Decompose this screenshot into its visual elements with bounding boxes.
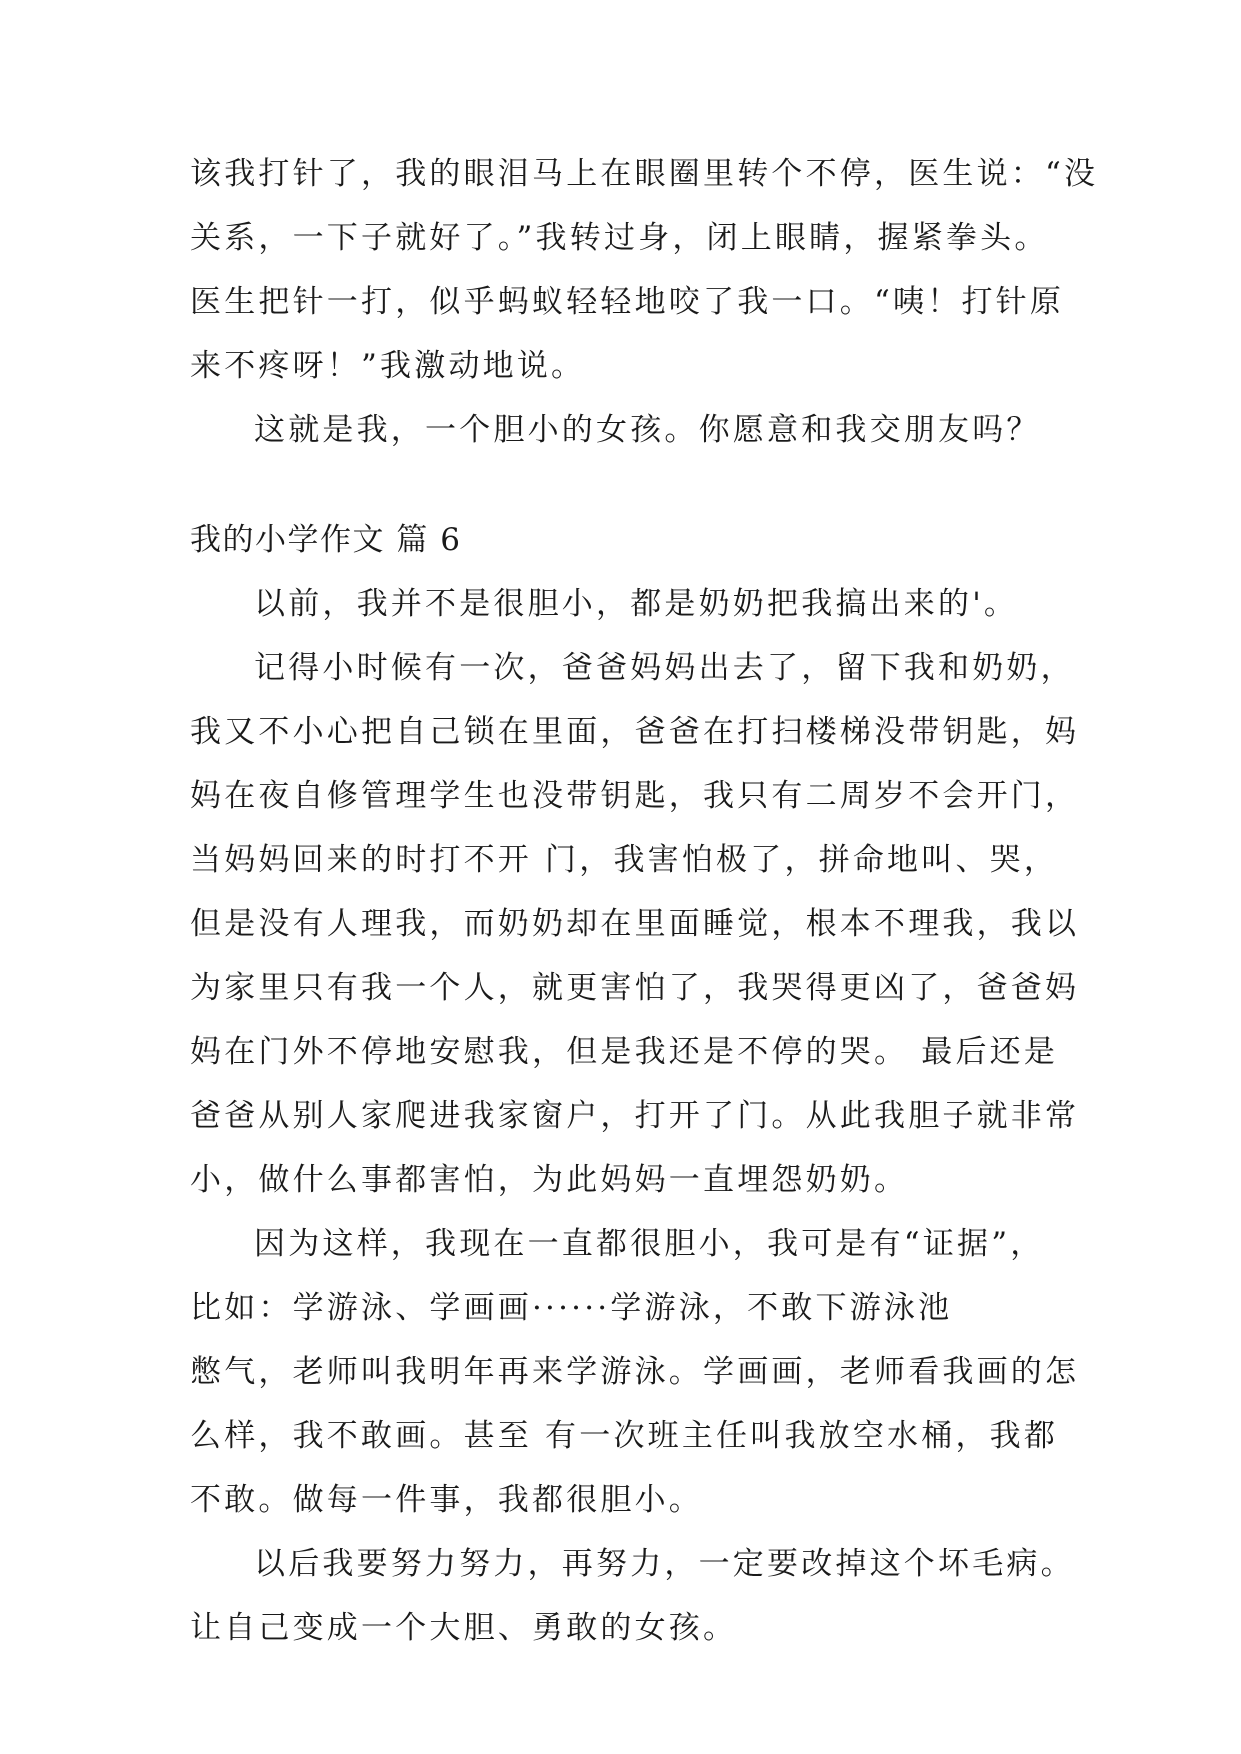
paragraph-line: 让自己变成一个大胆、勇敢的女孩。 [190, 1610, 738, 1646]
paragraph-line: 为家里只有我一个人，就更害怕了，我哭得更凶了，爸爸妈 [190, 970, 1080, 1006]
paragraph-line: 么样，我不敢画。甚至 有一次班主任叫我放空水桶，我都 [190, 1418, 1059, 1454]
paragraph-line: 以后我要努力努力，再努力，一定要改掉这个坏毛病。 [254, 1546, 1075, 1582]
paragraph-line: 妈在门外不停地安慰我，但是我还是不停的哭。 最后还是 [190, 1034, 1059, 1070]
paragraph-line: 以前，我并不是很胆小，都是奶奶把我搞出来的'。 [254, 586, 1019, 622]
paragraph-line: 我又不小心把自己锁在里面，爸爸在打扫楼梯没带钥匙，妈 [190, 714, 1080, 750]
paragraph-line: 但是没有人理我，而奶奶却在里面睡觉，根本不理我，我以 [190, 906, 1080, 942]
paragraph-line: 记得小时候有一次，爸爸妈妈出去了，留下我和奶奶， [254, 650, 1075, 686]
paragraph-line: 因为这样，我现在一直都很胆小，我可是有“证据”， [254, 1226, 1045, 1262]
paragraph-line: 憋气，老师叫我明年再来学游泳。学画画，老师看我画的怎 [190, 1354, 1080, 1390]
paragraph-line: 爸爸从别人家爬进我家窗户，打开了门。从此我胆子就非常 [190, 1098, 1080, 1134]
text-line: 来不疼呀！”我激动地说。 [190, 348, 586, 384]
paragraph-line: 不敢。做每一件事，我都很胆小。 [190, 1482, 703, 1518]
paragraph-line: 当妈妈回来的时打不开 门，我害怕极了，拼命地叫、哭， [190, 842, 1059, 878]
text-line: 医生把针一打，似乎蚂蚁轻轻地咬了我一口。“咦！打针原 [190, 284, 1065, 320]
paragraph-line: 小，做什么事都害怕，为此妈妈一直埋怨奶奶。 [190, 1162, 909, 1198]
text-line: 关系，一下子就好了。”我转过身，闭上眼睛，握紧拳头。 [190, 220, 1049, 256]
closing-line: 这就是我，一个胆小的女孩。你愿意和我交朋友吗？ [254, 412, 1041, 448]
paragraph-line: 比如：学游泳、学画画······学游泳，不敢下游泳池 [190, 1290, 953, 1326]
text-line: 该我打针了，我的眼泪马上在眼圈里转个不停，医生说：“没 [190, 156, 1099, 192]
paragraph-line: 妈在夜自修管理学生也没带钥匙，我只有二周岁不会开门， [190, 778, 1080, 814]
section-heading: 我的小学作文 篇 6 [190, 522, 462, 558]
